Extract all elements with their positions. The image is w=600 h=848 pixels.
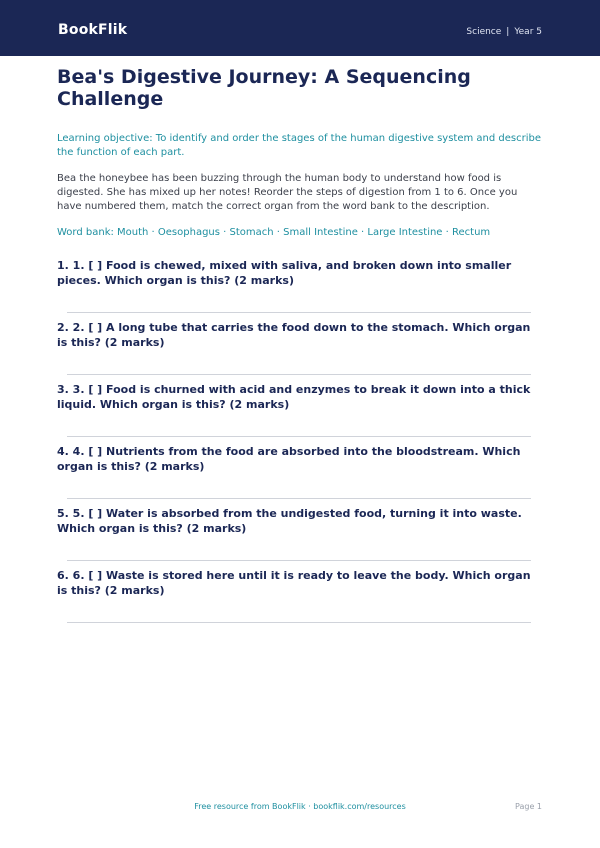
question-item [57, 258, 543, 320]
answer-line[interactable] [67, 498, 531, 499]
question-text: 1. 1. [ ] Food is chewed, mixed with saliva, and broken down into smaller pieces. Which organ is this? (2 marks) [57, 259, 512, 287]
question-text: 5. 5. [ ] Water is absorbed from the undigested food, turning it into waste. Which organ is this? (2 marks) [57, 507, 522, 535]
worksheet-content [57, 66, 543, 630]
question-text: 2. 2. [ ] A long tube that carries the food down to the stomach. Which organ is this? (2 marks) [57, 321, 531, 349]
question-text: 3. 3. [ ] Food is churned with acid and enzymes to break it down into a thick liquid. Which organ is this? (2 marks) [57, 383, 531, 411]
intro-paragraph: Bea the honeybee has been buzzing through the human body to understand how food is digested. She has mixed up her notes! Reorder the steps of digestion from 1 to 6. Once you have numbered them, match the correct organ from the word bank to the description. [57, 173, 518, 212]
question-text: 6. 6. [ ] Waste is stored here until it is ready to leave the body. Which organ is this? (2 marks) [57, 569, 531, 597]
learning-objective: Learning objective: To identify and order the stages of the human digestive system and describe the function of each part. [57, 133, 542, 158]
page-footer [0, 802, 600, 816]
answer-line[interactable] [67, 312, 531, 313]
brand-logo-text[interactable]: BookFlik [58, 22, 128, 38]
page-number: Page 1 [515, 802, 542, 811]
question-item [57, 506, 543, 568]
year-label: Year 5 [514, 27, 542, 37]
answer-line[interactable] [67, 560, 531, 561]
answer-line[interactable] [67, 622, 531, 623]
answer-line[interactable] [67, 374, 531, 375]
page-title: Bea's Digestive Journey: A Sequencing Challenge [57, 66, 471, 110]
subject-year-label [466, 27, 542, 37]
answer-line[interactable] [67, 436, 531, 437]
question-list [57, 258, 543, 630]
question-text: 4. 4. [ ] Nutrients from the food are absorbed into the bloodstream. Which organ is this? (2 marks) [57, 445, 521, 473]
header-bar [0, 0, 600, 56]
question-item [57, 382, 543, 444]
question-item [57, 568, 543, 630]
word-bank: Word bank: Mouth · Oesophagus · Stomach · Small Intestine · Large Intestine · Rectum [57, 227, 491, 238]
question-item [57, 444, 543, 506]
question-item [57, 320, 543, 382]
subject-label: Science [466, 27, 502, 37]
footer-source-link[interactable]: Free resource from BookFlik · bookflik.com/resources [194, 802, 406, 811]
meta-separator: | [506, 27, 510, 37]
